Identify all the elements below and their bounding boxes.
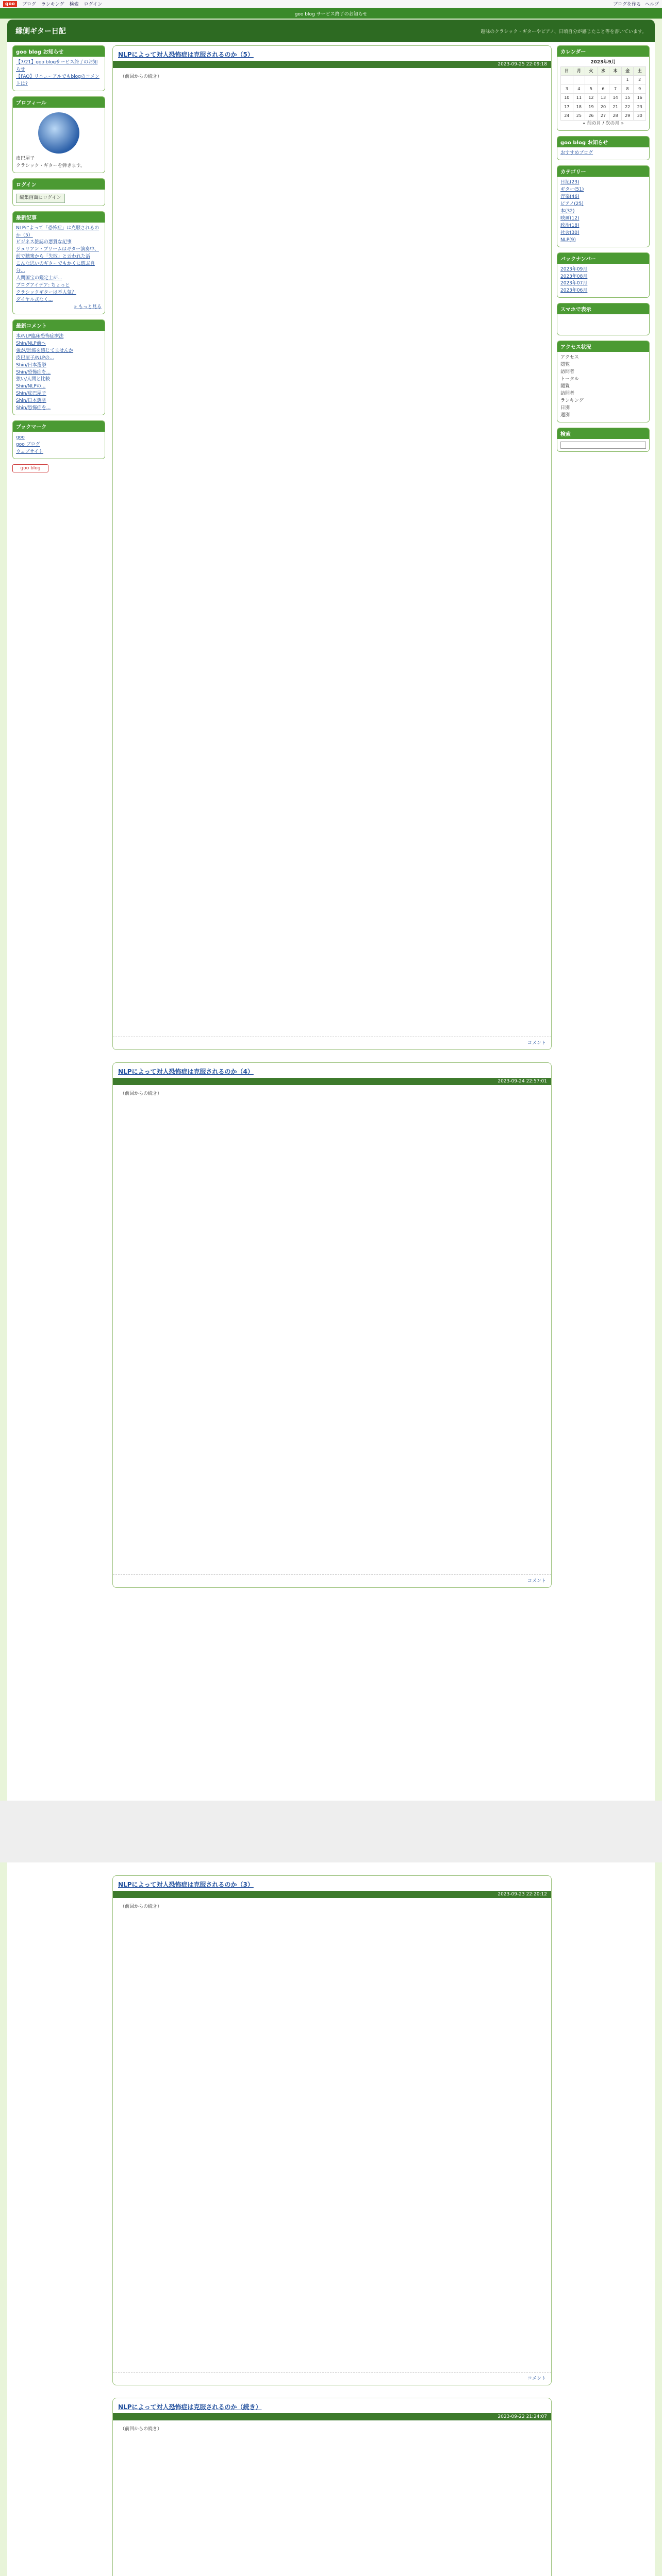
- access-heading: アクセス状況: [557, 341, 649, 352]
- cal-date[interactable]: 14: [609, 94, 622, 103]
- cal-date[interactable]: 6: [597, 84, 609, 93]
- cal-date[interactable]: 5: [585, 84, 598, 93]
- login-box: [12, 178, 105, 206]
- toolbar-link[interactable]: ログイン: [84, 2, 103, 7]
- cal-date[interactable]: 25: [573, 111, 585, 120]
- bookmark-link[interactable]: ウェブサイト: [16, 449, 44, 454]
- right-sidebar: [557, 45, 650, 457]
- calendar-box: [557, 45, 650, 131]
- cal-date[interactable]: 7: [609, 84, 622, 93]
- comment-link[interactable]: 皮巴屋子/NLPの...: [16, 355, 54, 361]
- recent-comments-heading: 最新コメント: [13, 320, 105, 331]
- cal-day: 木: [609, 66, 622, 75]
- post-body: [113, 2420, 551, 2576]
- post-title[interactable]: NLPによって対人恐怖症は克服されるのか（5）: [118, 51, 254, 58]
- comment-link[interactable]: コメント: [527, 1041, 546, 1046]
- main-column: [112, 45, 552, 1600]
- comment-link[interactable]: Shin/NLPの...: [16, 384, 46, 389]
- search-box: [557, 428, 650, 452]
- comment-link[interactable]: コメント: [527, 1579, 546, 1584]
- cal-date[interactable]: 18: [573, 103, 585, 111]
- cal-date[interactable]: 29: [621, 111, 634, 120]
- search-input[interactable]: [560, 442, 646, 449]
- toolbar-link[interactable]: ブログ: [22, 2, 36, 7]
- access-line: アクセス: [560, 355, 579, 361]
- avatar: [38, 112, 79, 154]
- cal-day: 日: [561, 66, 573, 75]
- category-link[interactable]: ピアノ(25): [560, 201, 584, 207]
- category-link[interactable]: 本(32): [560, 208, 575, 214]
- recent-post-link[interactable]: ビジネス雑誌の悪質な記事: [16, 240, 72, 245]
- notice-heading: goo blog お知らせ: [13, 46, 105, 57]
- calendar-nav[interactable]: « 前の月 / 次の月 »: [583, 121, 624, 127]
- post-title[interactable]: NLPによって対人恐怖症は克服されるのか（3）: [118, 1881, 254, 1888]
- profile-desc: クラシック・ギターを弾きます。: [16, 163, 86, 168]
- post-body: [113, 68, 551, 1037]
- category-link[interactable]: ギター(51): [560, 187, 584, 193]
- calendar-heading: カレンダー: [557, 46, 649, 57]
- cal-date[interactable]: 17: [561, 103, 573, 111]
- cal-date[interactable]: [561, 76, 573, 84]
- recent-post-link[interactable]: ダイヤル式なく...: [16, 297, 53, 302]
- access-line: 訪問者: [560, 391, 575, 397]
- recent-post-link[interactable]: クラシックギターは不人気？: [16, 290, 76, 295]
- comment-link[interactable]: 強が/恐怖を感じてませんか: [16, 348, 74, 353]
- cal-date[interactable]: 30: [634, 111, 646, 120]
- cal-date[interactable]: 19: [585, 103, 598, 111]
- comment-link[interactable]: 本/NLP臨床恐怖症療法: [16, 333, 64, 339]
- access-line: トータル: [560, 377, 580, 382]
- comment-link[interactable]: 強い/人間と比較: [16, 377, 51, 382]
- comment-link[interactable]: Shin/NLP前へ: [16, 341, 46, 346]
- smartphone-box: [557, 303, 650, 335]
- blog-header: [7, 20, 655, 42]
- cal-date[interactable]: [609, 76, 622, 84]
- bookmark-link[interactable]: goo ブログ: [16, 442, 40, 448]
- goo-logo[interactable]: goo: [3, 1, 17, 7]
- guide-heading: goo blog お知らせ: [557, 137, 649, 147]
- backnumber-link[interactable]: 2023年07月: [560, 281, 588, 286]
- category-link[interactable]: 映画(12): [560, 215, 580, 221]
- cal-date[interactable]: 9: [634, 84, 646, 93]
- cal-date[interactable]: 4: [573, 84, 585, 93]
- goo-blog-banner[interactable]: goo blog: [12, 464, 48, 472]
- toolbar-right-link[interactable]: ブログを作る: [613, 2, 641, 7]
- recent-post-link[interactable]: こんな思いのギターでもかくに遊ぶ自分...: [16, 261, 95, 274]
- more-link[interactable]: » もっと見る: [74, 304, 102, 310]
- post-date: 2023-09-22 21:24:07: [113, 2413, 551, 2420]
- cal-date[interactable]: [597, 76, 609, 84]
- search-heading: 検索: [557, 428, 649, 439]
- main-column-lower: [112, 1875, 552, 2576]
- post-date: 2023-09-25 22:09:18: [113, 61, 551, 68]
- recent-post-link[interactable]: NLPによって「恐怖症」は克服されるのか（5）: [16, 225, 100, 238]
- recent-post-link[interactable]: 人間国宝の鑑定士が...: [16, 276, 62, 281]
- access-line: 訪問者: [560, 369, 575, 375]
- post-title[interactable]: NLPによって対人恐怖症は克服されるのか（続き）: [118, 2403, 262, 2411]
- blog-post: [112, 2398, 552, 2576]
- post-date: 2023-09-24 22:57:01: [113, 1078, 551, 1085]
- post-intro: （前回からの続き）: [120, 2427, 162, 2432]
- category-heading: カテゴリー: [557, 166, 649, 177]
- comment-link[interactable]: コメント: [527, 2376, 546, 2381]
- post-intro: （前回からの続き）: [120, 1091, 162, 1096]
- post-body: [113, 1085, 551, 1574]
- profile-name: 皮巴屋子: [16, 156, 35, 161]
- cal-day: 金: [621, 66, 634, 75]
- cal-date[interactable]: 24: [561, 111, 573, 120]
- login-heading: ログイン: [13, 179, 105, 190]
- login-button[interactable]: 編集画面にログイン: [16, 194, 65, 203]
- goo-toolbar: [0, 0, 662, 8]
- category-link[interactable]: 社会(30): [560, 230, 580, 235]
- profile-heading: プロフィール: [13, 97, 105, 108]
- cal-date[interactable]: 15: [621, 94, 634, 103]
- cal-date[interactable]: 8: [621, 84, 634, 93]
- backnumber-box: [557, 252, 650, 298]
- post-intro: （前回からの続き）: [120, 74, 162, 79]
- cal-date[interactable]: 23: [634, 103, 646, 111]
- cal-date[interactable]: 27: [597, 111, 609, 120]
- recent-post-link[interactable]: ブログアイデア: ちょっと: [16, 283, 70, 289]
- cal-day: 火: [585, 66, 598, 75]
- post-intro: （前回からの続き）: [120, 1904, 162, 1909]
- category-box: [557, 165, 650, 247]
- service-notice-text[interactable]: goo blog サービス終了のお知らせ: [294, 11, 368, 17]
- access-line: 閲覧: [560, 362, 570, 368]
- post-body: [113, 1898, 551, 2372]
- cal-date[interactable]: 2: [634, 76, 646, 84]
- left-sidebar: [12, 45, 105, 472]
- access-line: ランキング: [560, 398, 584, 403]
- recent-posts-box: [12, 211, 105, 314]
- access-line: 日別: [560, 405, 570, 411]
- guide-link[interactable]: おすすめブログ: [560, 150, 593, 156]
- backnumber-link[interactable]: 2023年09月: [560, 266, 588, 272]
- page-gap: [0, 1801, 662, 1862]
- notice-box: [12, 45, 105, 91]
- cal-date[interactable]: 11: [573, 94, 585, 103]
- bookmark-heading: ブックマーク: [13, 421, 105, 432]
- cal-date[interactable]: 1: [621, 76, 634, 84]
- blog-title[interactable]: 縁側ギター日記: [15, 27, 66, 36]
- comment-link[interactable]: Shin/恐怖症を...: [16, 405, 51, 411]
- cal-date[interactable]: [585, 76, 598, 84]
- post-date: 2023-09-23 22:20:12: [113, 1891, 551, 1898]
- cal-date[interactable]: 13: [597, 94, 609, 103]
- blog-post: [112, 1062, 552, 1588]
- bookmark-link[interactable]: goo: [16, 435, 25, 440]
- backnumber-heading: バックナンバー: [557, 253, 649, 264]
- recent-post-link[interactable]: ジュリアン・ブリームはギター演奏中、前で聴衆から「失敗」と云われた話: [16, 247, 100, 260]
- recent-posts-heading: 最新記事: [13, 212, 105, 223]
- comment-link[interactable]: Shin/日本選挙: [16, 362, 46, 368]
- access-line: 閲覧: [560, 384, 570, 389]
- blog-description: 趣味のクラシック・ギターやピアノ、日頃自分が感じたこと等を書いています。: [481, 29, 647, 35]
- smartphone-heading: スマホで表示: [557, 303, 649, 314]
- guide-box: [557, 136, 650, 160]
- cal-date[interactable]: 21: [609, 103, 622, 111]
- cal-date[interactable]: 20: [597, 103, 609, 111]
- cal-date[interactable]: 28: [609, 111, 622, 120]
- backnumber-link[interactable]: 2023年06月: [560, 288, 588, 294]
- bookmark-box: [12, 420, 105, 459]
- comment-link[interactable]: Shin/皮巴屋子: [16, 391, 46, 397]
- cal-date[interactable]: 22: [621, 103, 634, 111]
- cal-date[interactable]: 16: [634, 94, 646, 103]
- post-title[interactable]: NLPによって対人恐怖症は克服されるのか（4）: [118, 1068, 254, 1075]
- cal-date[interactable]: 10: [561, 94, 573, 103]
- backnumber-link[interactable]: 2023年08月: [560, 274, 588, 279]
- toolbar-link[interactable]: ランキング: [41, 2, 64, 7]
- cal-day: 月: [573, 66, 585, 75]
- category-link[interactable]: 政治(18): [560, 223, 580, 228]
- comment-link[interactable]: Shin/恐怖症を...: [16, 369, 51, 375]
- profile-box: [12, 96, 105, 173]
- cal-day: 水: [597, 66, 609, 75]
- cal-date[interactable]: [573, 76, 585, 84]
- category-link[interactable]: NLP(9): [560, 237, 576, 243]
- blog-post: [112, 1875, 552, 2385]
- blog-post: [112, 45, 552, 1050]
- toolbar-link[interactable]: 検索: [69, 2, 79, 7]
- notice-link[interactable]: 【7/21】goo blogサービス終了のお知らせ: [16, 60, 98, 72]
- recent-comments-box: [12, 319, 105, 415]
- cal-date[interactable]: 12: [585, 94, 598, 103]
- cal-date[interactable]: 26: [585, 111, 598, 120]
- category-link[interactable]: 音楽(46): [560, 194, 580, 200]
- notice-link[interactable]: 【FAQ】リニューアルでもblogのコメントは?: [16, 74, 100, 87]
- calendar-table: [560, 66, 646, 121]
- comment-link[interactable]: Shin/日本選挙: [16, 398, 46, 404]
- calendar-month: 2023年9月: [590, 60, 616, 65]
- access-box: [557, 341, 650, 422]
- service-notice-bar[interactable]: [0, 8, 662, 19]
- access-line: 週別: [560, 412, 570, 418]
- toolbar-right-link[interactable]: ヘルプ: [644, 2, 659, 7]
- category-link[interactable]: 日記(23): [560, 180, 580, 185]
- cal-day: 土: [634, 66, 646, 75]
- cal-date[interactable]: 3: [561, 84, 573, 93]
